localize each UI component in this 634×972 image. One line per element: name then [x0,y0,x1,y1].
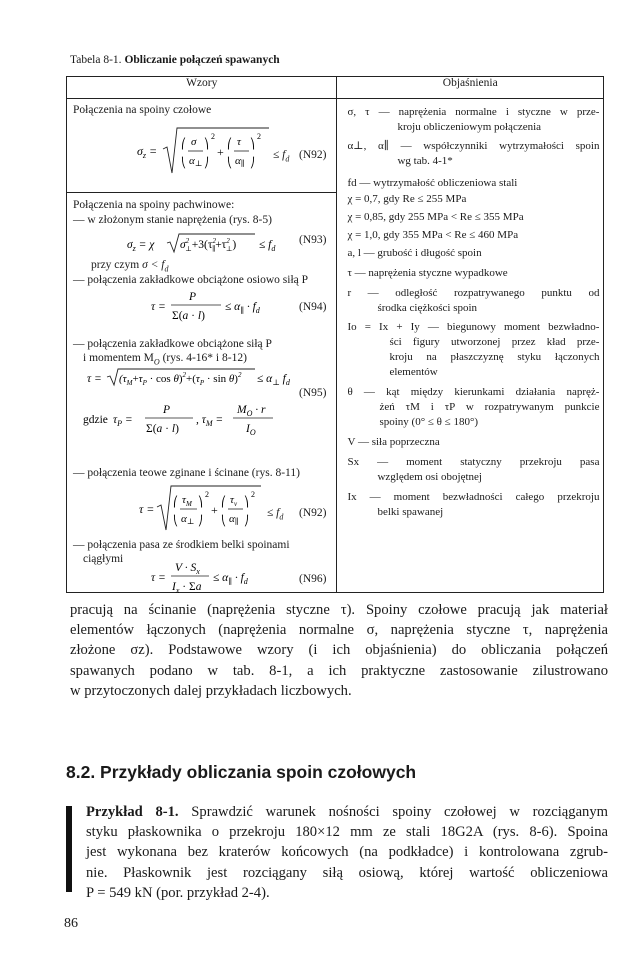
formula-butt-weld-limit: ≤ $f_d$ [273,149,290,164]
body-line: elementów łączonych (naprężenia normalne σ, naprężenia styczne τ, naprężenia [70,622,608,639]
svg-text:IO: $I_O$ [246,423,256,437]
example-line: P = 549 kN (por. przykład 2-4). [86,884,270,901]
explanation-line: względem osi obojętnej [377,471,482,483]
example-label: Przykład 8-1. [86,804,179,820]
svg-text:2: 2 [211,132,215,141]
example-margin-bar [66,806,72,892]
explanation-line: χ = 0,7, gdy Re ≤ 255 MPa [347,193,467,205]
condition-label: przy czym [91,259,140,271]
svg-text:α⊥: α⊥ [189,155,203,168]
svg-text:σ2⊥+3(τ2∥+τ2⊥): $\sigma^2$ $\perp+3(\tau^2$ $\parallel+\tau^2$ ⊥) [180,237,237,253]
svg-text:⎞: ⎞ [250,139,255,150]
svg-text:τ =: τ = [151,301,166,313]
svg-text:⎝: ⎝ [181,158,186,169]
svg-text:+: + [217,145,224,159]
explanation-line: Ix — moment bezwładności całego przekroju [347,491,600,503]
svg-text:⎛: ⎛ [221,497,226,508]
svg-text:τM: $\tau_M$ [182,494,192,508]
formula-tag-n93: (N93) [299,234,327,246]
example-line: styku płaskownika o przekroju 180×12 mm ze stali 18G2A (rys. 8-6). Spoina [86,824,608,841]
column-header-formulas: Wzory [67,77,337,99]
explanation-line: σ, τ — naprężenia normalne i styczne w prze- [347,106,600,118]
page-number: 86 [64,916,78,931]
formula-tag-n95: (N95) [299,387,327,399]
svg-text:2: 2 [251,490,255,499]
svg-text:τ =: τ = [139,502,155,516]
svg-text:τ =: τ = [87,373,102,385]
explanation-line: belki spawanej [377,506,444,518]
butt-weld-heading: Połączenia na spoiny czołowe [73,104,212,116]
flange-web-line-1: — połączenia pasa ze środkiem belki spoinami [73,539,290,551]
formula-tag-n92-second: (N92) [299,507,327,519]
fillet-weld-heading: Połączenia na spoiny pachwinowe: [73,199,235,211]
table-caption-title: Obliczanie połączeń spawanych [124,54,280,66]
tee-joint-text: — połączenia teowe zginane i ścinane (rys. 8-11) [73,467,300,479]
svg-text:⎠: ⎠ [250,158,255,169]
svg-text:⎠: ⎠ [204,158,209,169]
svg-text:τv: $\tau_v$ [230,494,238,508]
svg-text:⎞: ⎞ [244,497,249,508]
lap-axial-text: — połączenia zakładkowe obciążone osiowo siłą P [73,274,309,286]
svg-text:, τM =: , $\tau_M$ = [196,414,224,428]
svg-text:⎞: ⎞ [204,139,209,150]
svg-text:τ: τ [237,136,241,148]
example-text: Sprawdzić warunek nośności spoiny czołowej w rozciąganym [191,804,608,820]
example-line: jest wykonana bez kraterów końcowych (na podkładce) i kontrolowana zgrub- [86,844,608,861]
explanation-line: χ = 0,85, gdy 255 MPa < Re ≤ 355 MPa [347,211,524,223]
svg-text:α∥: α∥ [235,155,245,168]
svg-text:⎠: ⎠ [198,516,203,527]
table-caption-number: Tabela 8-1. [70,54,122,66]
table-divider [67,192,336,193]
svg-text:(τM+τP · cos θ)2+(τP · sin θ)2: $(\tau_M+\tau_P \cdot \cos \theta)^2+(\tau_P \cdot \sin \theta)^2$ [119,371,242,387]
complex-stress-text: — w złożonym stanie naprężenia (rys. 8-5) [73,214,272,226]
svg-text:MO · r: $M_O \cdot r$ [237,404,266,418]
body-line: w przytoczonych dalej przykładach liczbowych. [70,682,352,699]
explanation-line: ści figury utworzonej przez kład prze- [389,336,600,348]
svg-text:≤ α⊥ fd: ≤ $\alpha_\perp$ $f_d$ [257,373,290,387]
column-header-explanations: Objaśnienia [337,77,604,99]
formula-table [66,76,604,593]
svg-text:σ: σ [191,136,197,148]
explanation-line: Io = Ix + Iy — biegunowy moment bezwładno- [347,321,600,333]
explanation-line: kroju obliczeniowym połączenia [397,121,542,133]
formula-lap-moment [87,367,307,389]
svg-text:Σ(a · l): Σ(a · l) [146,423,179,435]
svg-text:Ix · Σa: $I_x \cdot \Sigma a$ [172,581,202,595]
svg-text:α⊥: α⊥ [181,513,195,526]
svg-text:⎝: ⎝ [227,158,232,169]
explanation-line: wg tab. 4-1* [397,155,453,167]
explanation-line: fd — wytrzymałość obliczeniowa stali [347,177,518,189]
svg-text:2: 2 [257,132,261,141]
explanation-line: Sx — moment statyczny przekroju pasa [347,456,600,468]
formula-flange-web [151,561,281,601]
svg-text:⎞: ⎞ [198,497,203,508]
svg-text:σz =: $\sigma_z$ = [137,144,158,160]
formula-tag-n94: (N94) [299,301,327,313]
lap-moment-text: i momentem M [83,352,154,364]
svg-text:V · Sx: $V \cdot S_x$ [175,562,200,576]
svg-text:⎛: ⎛ [227,139,232,150]
svg-text:≤ α∥ · fd: ≤ $\alpha_\parallel \cdot f_d$ [213,572,248,586]
svg-text:P: P [163,404,171,416]
section-title: 8.2. Przykłady obliczania spoin czołowych [66,762,417,782]
lap-moment-line-2: i momentem $M_O$ (rys. 4-16* i 8-12) [83,352,247,367]
svg-text:+: + [211,503,218,517]
svg-text:τP =: $\tau_P$ = [113,414,133,428]
formula-butt-weld [137,123,277,183]
svg-text:⎠: ⎠ [244,516,249,527]
explanation-line: V — siła poprzeczna [347,436,440,448]
lap-moment-line-1: — połączenia zakładkowe obciążone siłą P [73,338,272,350]
explanation-line: elementów [389,366,438,378]
flange-web-line-2: ciągłymi [83,553,124,565]
body-line: pracują na ścinanie (naprężenia styczne τ). Spoiny czołowe pracują jak materiał [70,602,608,618]
gdzie-label: gdzie [83,414,108,426]
svg-text:⎛: ⎛ [173,497,178,508]
svg-text:τ =: τ = [151,572,166,584]
explanation-line: kroju na płaszczyznę styku łączonych [389,351,600,363]
svg-text:≤ fd: ≤ $f_d$ [259,239,276,253]
svg-text:⎝: ⎝ [173,516,178,527]
explanation-line: θ — kąt między kierunkami działania napręż- [347,386,600,398]
body-line: spawanych podano w tab. 8-1, a ich praktyczne zastosowanie zilustrowano [70,662,608,679]
lap-moment-reference: (rys. 4-16* i 8-12) [159,352,247,364]
explanation-line: a, l — grubość i długość spoin [347,247,482,259]
svg-text:⎝: ⎝ [221,516,226,527]
body-line: złożone σz). Podstawowe wzory (i ich objaśnienia) do obliczania połączeń [70,642,608,659]
explanation-line: α⊥, α∥ — współczynniki wytrzymałości spoin [347,140,600,152]
formula-tag-n92: (N92) [299,149,327,161]
explanation-line: r — odległość rozpatrywanego punktu od [347,287,600,299]
example-block [86,802,608,903]
explanation-line: żeń τM i τP w rozpatrywanym punkcie [379,401,600,413]
svg-text:⎛: ⎛ [181,139,186,150]
formula-complex-stress [127,232,287,256]
example-line [86,802,608,822]
formula-tag-n96: (N96) [299,573,327,585]
svg-text:2: 2 [205,490,209,499]
formulas-cell [67,99,337,593]
svg-text:Σ(a · l): Σ(a · l) [172,310,205,322]
condition-formula: σ < f [142,259,165,271]
formula-tau-definitions [83,401,303,441]
body-paragraph [70,600,608,701]
formula-lap-axial [151,287,281,327]
table-caption [70,54,280,66]
svg-text:≤ α∥ · fd: ≤ $\alpha_\parallel \cdot f_d$ [225,301,260,315]
svg-text:P: P [189,291,197,303]
formula-tee-joint-limit: ≤ $f_d$ [267,507,284,522]
svg-text:σz = χ: $\sigma_z = \chi$ [127,239,155,253]
explanations-cell [337,99,604,593]
explanation-line: τ — naprężenia styczne wypadkowe [347,267,508,279]
formula-tee-joint [139,482,279,540]
svg-text:α∥: α∥ [229,513,239,526]
explanation-line: χ = 1,0, gdy 355 MPa < Re ≤ 460 MPa [347,229,519,241]
condition-line: przy czym $\sigma < f_d$ [91,259,169,274]
explanation-line: środka ciężkości spoin [377,302,478,314]
explanation-line: spoiny (0° ≤ θ ≤ 180°) [379,416,479,428]
example-line: nie. Płaskownik jest rozciągany siłą osiową, której wartość obliczeniowa [86,864,608,881]
